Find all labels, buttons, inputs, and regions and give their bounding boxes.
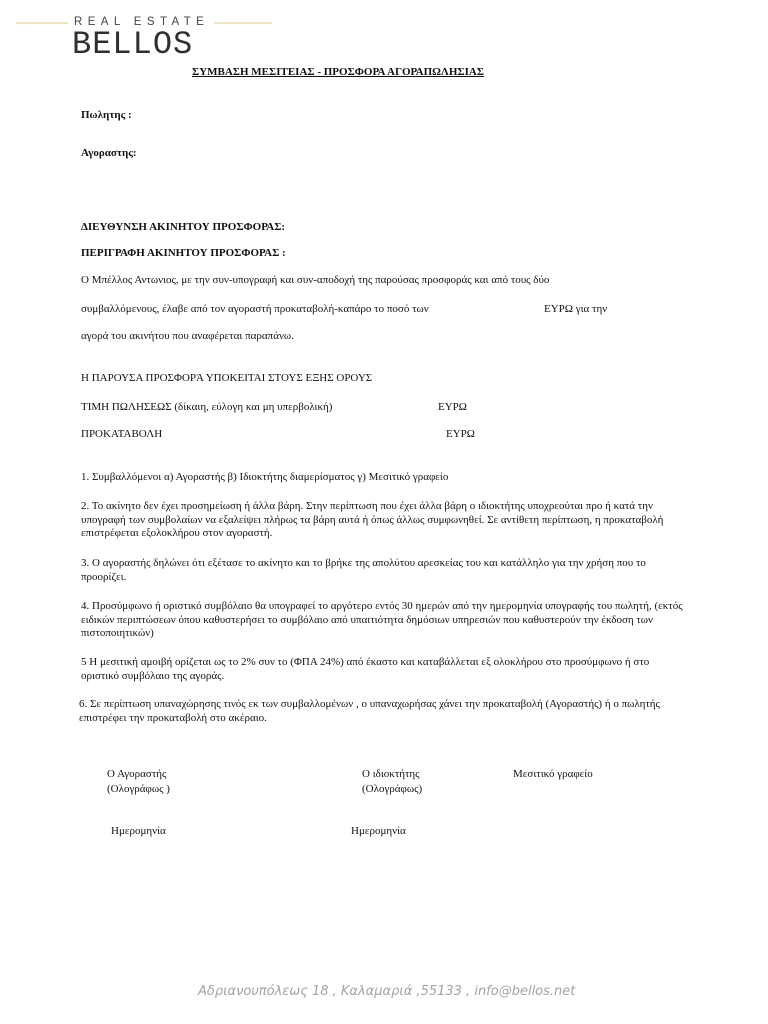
- term-5: 5 Η μεσιτική αμοιβή ορίζεται ως το 2% συν το (ΦΠΑ 24%) από έκαστο και καταβάλλεται εξ ολοκλήρου στο προσύμφωνο ή στο οριστικό συμβόλαιο της αγοράς.: [81, 656, 650, 682]
- logo-wordmark: BELLOS: [72, 26, 194, 63]
- terms-heading: Η ΠΑΡΟΥΣΑ ΠΡΟΣΦΟΡΆ ΥΠΟΚΕΙΤΑΙ ΣΤΟΥΣ ΕΞΗΣ ΟΡΟΥΣ: [81, 372, 373, 384]
- date-right: Ημερομηνία: [351, 825, 406, 837]
- signature-buyer-note: (Ολογράφως ): [107, 783, 170, 795]
- seller-label: Πωλητης :: [81, 109, 132, 121]
- term-1: 1. Συμβαλλόμενοι α) Αγοραστής β) Ιδιοκτήτης διαμερίσματος γ) Μεσιτικό γραφείο: [81, 471, 449, 483]
- footer-contact: Αδριανουπόλεως 18 , Καλαμαριά ,55133 , info@bellos.net: [198, 984, 576, 999]
- signature-buyer: Ο Αγοραστής: [107, 768, 167, 780]
- intro-line-2-currency: ΕΥΡΩ για την: [544, 303, 608, 315]
- deposit-currency: ΕΥΡΩ: [446, 428, 475, 440]
- property-address-label: ΔΙΕΥΘΥΝΣΗ ΑΚΙΝΗΤΟΥ ΠΡΟΣΦΟΡΑΣ:: [81, 221, 286, 233]
- price-label: ΤΙΜΗ ΠΩΛΗΣΕΩΣ (δίκαιη, εύλογη και μη υπερβολική): [81, 401, 333, 413]
- document-title: ΣΥΜΒΑΣΗ ΜΕΣΙΤΕΙΑΣ - ΠΡΟΣΦΟΡΑ ΑΓΟΡΑΠΩΛΗΣΙΑΣ: [192, 66, 484, 78]
- intro-line-3: αγορά του ακινήτου που αναφέρεται παραπάνω.: [81, 330, 294, 342]
- price-currency: ΕΥΡΩ: [438, 401, 467, 413]
- term-3: 3. Ο αγοραστής δηλώνει ότι εξέτασε το ακίνητο και το βρήκε της απολύτου αρεσκείας του και κατάλληλο για την χρήση που το προορίζει.: [81, 557, 646, 583]
- logo-tagline: REAL ESTATE: [74, 16, 210, 28]
- logo-accent-line-right: [214, 22, 272, 24]
- date-left: Ημερομηνία: [111, 825, 166, 837]
- term-4: 4. Προσύμφωνο ή οριστικό συμβόλαιο θα υπογραφεί το αργότερο εντός 30 ημερών από την ημερομηνία υπογραφής του πωλητή, (εκτός ειδικών περιπτώσεων όπου καθυστερήσει το συμβόλαιο από υπαιτιότητα δημόσιων υπηρεσιών που καθυστερούν την έκδοση των πιστοποιητικών): [81, 600, 683, 639]
- signature-owner-note: (Ολογράφως): [362, 783, 423, 795]
- signature-agency: Μεσιτικό γραφείο: [513, 768, 593, 780]
- term-2: 2. Το ακίνητο δεν έχει προσημείωση ή άλλα βάρη. Στην περίπτωση που έχει άλλα βάρη ο ιδιοκτήτης υποχρεούται προ ή κατά την υπογραφή των συμβολαίων να εξαλείψει πλήρως τα βάρη αυτά ή όπως άλλως συμφωνηθεί. Σε αντίθετη περίπτωση, η προκαταβολή επιστρέφεται εξολοκλήρου στον αγοραστή.: [81, 500, 664, 539]
- intro-line-1: Ο Μπέλλος Αντωνιος, με την συν-υπογραφή και συν-αποδοχή της παρούσας προσφοράς και από τους δύο: [81, 274, 550, 286]
- buyer-label: Αγοραστης:: [81, 147, 137, 159]
- term-6: 6. Σε περίπτωση υπαναχώρησης τινός εκ των συμβαλλομένων , ο υπαναχωρήσας χάνει την προκαταβολή (Αγοραστής) ή ο πωλητής επιστρέφει την προκαταβολή στο ακέραιο.: [79, 698, 660, 724]
- deposit-label: ΠΡΟΚΑΤΑΒΟΛΗ: [81, 428, 163, 440]
- property-description-label: ΠΕΡΙΓΡΑΦΗ ΑΚΙΝΗΤΟΥ ΠΡΟΣΦΟΡΑΣ :: [81, 247, 286, 259]
- intro-line-2: συμβαλλόμενους, έλαβε από τον αγοραστή προκαταβολή-καπάρο το ποσό των: [81, 303, 429, 315]
- logo-accent-line-left: [16, 22, 68, 24]
- signature-owner: Ο ιδιοκτήτης: [362, 768, 420, 780]
